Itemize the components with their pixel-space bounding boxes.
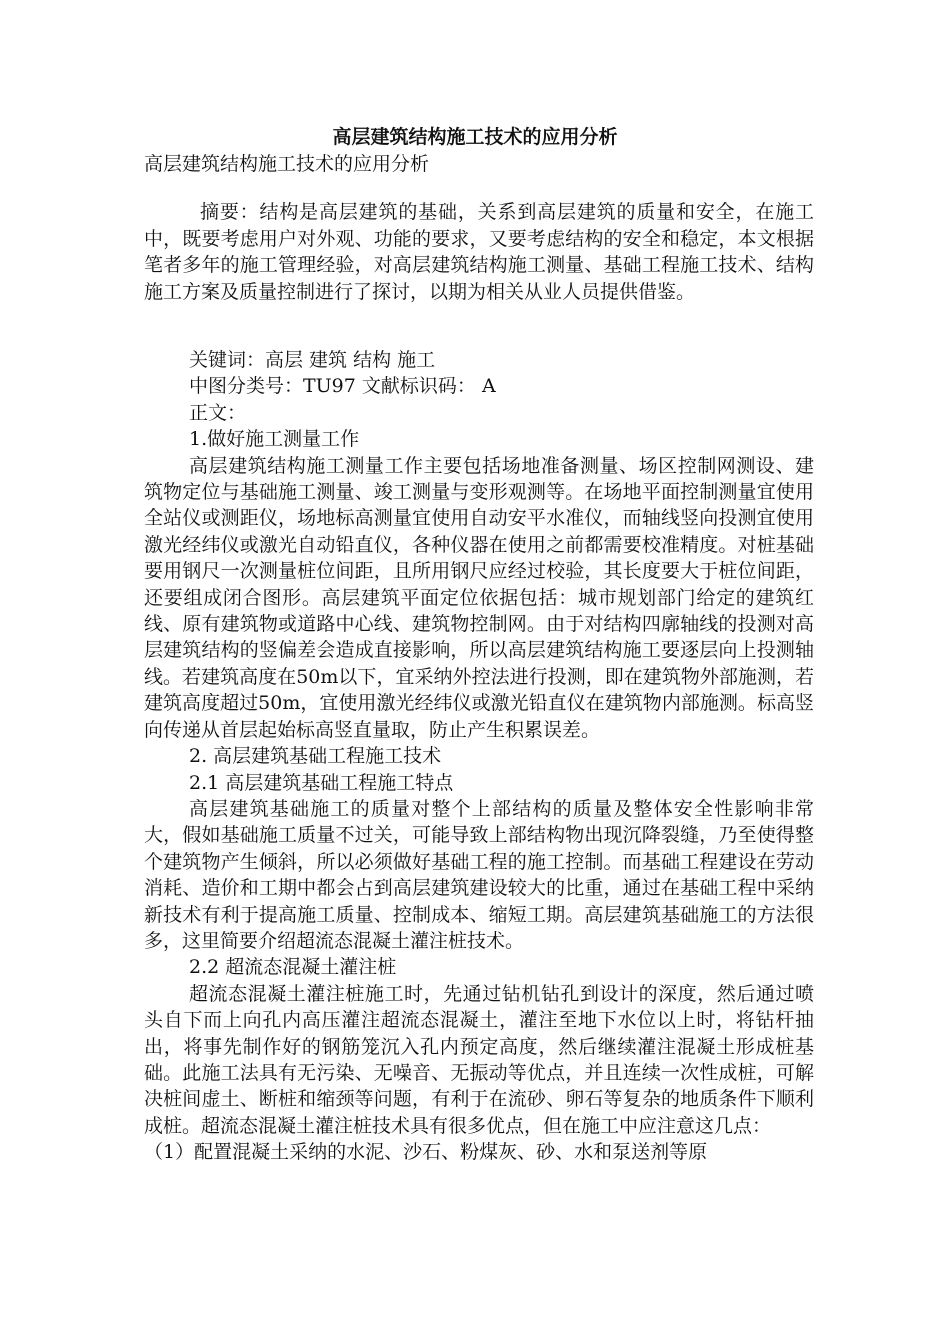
section-1-heading: 1.做好施工测量工作 (189, 428, 360, 451)
section-1-paragraph: 高层建筑结构施工测量工作主要包括场地准备测量、场区控制网测设、建筑物定位与基础施工测量、竣工测量与变形观测等。在场地平面控制测量宜使用全站仪或测距仪，场地标高测量宜使用自动安平水准仪，而轴线竖向投测宜使用激光经纬仪或激光自动铅直仪，各种仪器在使用之前都需要校准精度。对桩基础要用钢尺一次测量桩位间距，且所用钢尺应经过校验，其长度要大于桩位间距，还要组成闭合图形。高层建筑平面定位依据包括：城市规划部门给定的建筑红线、原有建筑物或道路中心线、建筑物控制网。由于对结构四廓轴线的投测对高层建筑结构的竖偏差会造成直接影响，所以高层建筑结构施工要逐层向上投测轴线。若建筑高度在50m以下，宜采纳外控法进行投测，即在建筑物外部施测，若建筑高度超过50m，宜使用激光经纬仪或激光铅直仪在建筑物内部施测。标高竖向传递从首层起始标高竖直量取，防止产生积累误差。 (144, 454, 814, 741)
classification-line: 中图分类号：TU97 文献标识码： A (189, 375, 496, 398)
section-2-heading: 2. 高层建筑基础工程施工技术 (189, 745, 442, 768)
document-body (144, 347, 814, 1166)
section-2-2-paragraph: 超流态混凝土灌注桩施工时，先通过钻机钻孔到设计的深度，然后通过喷头自下而上向孔内高压灌注超流态混凝土，灌注至地下水位以上时，将钻杆抽出，将事先制作好的钢筋笼沉入孔内预定高度，然后继续灌注混凝土形成桩基础。此施工法具有无污染、无噪音、无振动等优点，并且连续一次性成桩，可解决桩间虚土、断桩和缩颈等问题，有利于在流砂、卵石等复杂的地质条件下顺利成桩。超流态混凝土灌注桩技术具有很多优点，但在施工中应注意这几点： (144, 982, 814, 1137)
document-subtitle: 高层建筑结构施工技术的应用分析 (144, 153, 430, 175)
document-title: 高层建筑结构施工技术的应用分析 (332, 126, 618, 148)
keywords-line: 关键词：高层 建筑 结构 施工 (189, 349, 436, 371)
section-2-2-heading: 2.2 超流态混凝土灌注桩 (189, 956, 397, 979)
section-2-1-heading: 2.1 高层建筑基础工程施工特点 (189, 771, 454, 794)
section-2-1-paragraph: 高层建筑基础施工的质量对整个上部结构的质量及整体安全性影响非常大，假如基础施工质量不过关，可能导致上部结构物出现沉降裂缝，乃至使得整个建筑物产生倾斜，所以必须做好基础工程的施工控制。而基础工程建设在劳动消耗、造价和工期中都会占到高层建筑建设较大的比重，通过在基础工程中采纳新技术有利于提高施工质量、控制成本、缩短工期。高层建筑基础施工的方法很多，这里简要介绍超流态混凝土灌注桩技术。 (144, 797, 814, 952)
section-2-2-item-1: （1）配置混凝土采纳的水泥、沙石、粉煤灰、砂、水和泵送剂等原 (144, 1141, 708, 1164)
abstract-paragraph: 摘要：结构是高层建筑的基础，关系到高层建筑的质量和安全，在施工中，既要考虑用户对外观、功能的要求，又要考虑结构的安全和稳定，本文根据笔者多年的施工管理经验，对高层建筑结构施工测量、基础工程施工技术、结构施工方案及质量控制进行了探讨，以期为相关从业人员提供借鉴。 (144, 201, 814, 303)
body-label: 正文： (189, 401, 247, 424)
